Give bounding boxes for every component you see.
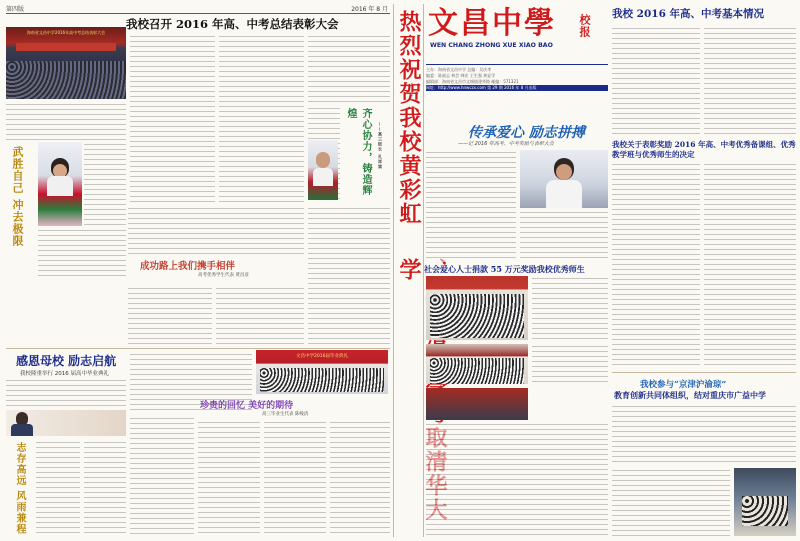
bottom-subtitle: 我校隆重举行 2016 届高中毕业典礼: [20, 371, 109, 377]
masthead-pinyin: WEN CHANG ZHONG XUE XIAO BAO: [430, 42, 553, 49]
vertical-title-box: [341, 106, 387, 202]
mid-heading: 成功路上我们携手相伴: [140, 261, 236, 272]
masthead: [426, 6, 608, 68]
graduation-banner: 文昌中学2016届毕业典礼: [296, 354, 348, 359]
trip-title-2: 教育创新共同体组织，结对重庆市广益中学: [614, 390, 766, 400]
award-banner-heading: 传承爱心 励志拼搏: [468, 125, 585, 141]
conference-photo: [6, 27, 126, 99]
graduation-group-photo: [256, 350, 388, 394]
trip-title-1: 我校参与“京津沪渝琼”: [640, 380, 727, 390]
graduation-speaker-photo: [6, 410, 126, 436]
masthead-info: [426, 64, 608, 104]
main-headline: 我校召开 2016 年高、中考总结表彰大会: [126, 17, 339, 31]
stats-text-col-1: [612, 26, 700, 136]
mid-byline: 高考优秀学生代表 黄昌彦: [198, 273, 249, 278]
awards-list-2: [704, 162, 796, 368]
masthead-info-1: 主办：海南省文昌中学 总编：吴庆孝: [426, 67, 492, 72]
teacher-speaker-photo: [308, 140, 338, 200]
masthead-name: 文昌中學: [428, 6, 556, 41]
donation-group-photo: [426, 276, 528, 340]
issue-date: 2016 年 8 月: [351, 6, 388, 13]
graduation-title: 珍贵的回忆 美好的期待: [200, 401, 294, 411]
ceremony-stage-photo: [426, 388, 528, 420]
calligraphy-left: 武胜自己 冲去极限: [11, 146, 24, 247]
page-number: 第四版: [6, 6, 25, 13]
stats-text-col-2: [704, 26, 796, 136]
students-group-photo: [426, 344, 528, 384]
masthead-suffix: 校报: [578, 14, 591, 38]
center-banner-2: 、 清 学: [396, 258, 448, 354]
masthead-info-3: 编辑部：海南省文昌市文城镇建华路 邮编：571321: [426, 79, 519, 84]
vertical-title: 齐心协力，铸造辉煌: [345, 108, 371, 196]
trip-photo: [734, 468, 796, 536]
awards-title: 我校关于表彰奖励 2016 年高、中考优秀备课组、优秀教学班与优秀师生的决定: [612, 140, 796, 159]
stats-title: 我校 2016 年高、中考基本情况: [612, 8, 765, 20]
left-page-header: [6, 4, 390, 14]
bottom-title: 感恩母校 励志启航: [16, 354, 117, 368]
conference-banner: 海南省文昌中学2016年高中考总结表彰大会: [26, 30, 106, 35]
graduation-byline: 高三毕业生代表 陈峻清: [262, 412, 309, 417]
principal-speaker-photo: [520, 150, 608, 208]
awards-list-1: [612, 162, 700, 368]
award-banner-sub: ——记 2016 年高考、中考奖励与表彰大会: [458, 141, 554, 147]
mid-section-box: [128, 258, 304, 284]
student-speaker-photo: [38, 142, 82, 226]
masthead-info-4: 网址：http://www.hnwczx.com 第 29 期 2016 年 8 月出版: [426, 85, 608, 91]
donation-title: 社会爱心人士捐款 55 万元奖励我校优秀师生: [424, 264, 585, 274]
masthead-info-2: 编委：陈福志 林芸 韩宏 王生强 黄显学: [426, 73, 496, 78]
calligraphy-bottom: 志存高远 风雨兼程: [14, 442, 25, 535]
center-banner-1: 热烈祝贺我校黄彩虹: [396, 10, 422, 226]
headline-article-text: [130, 34, 215, 204]
vertical-title-byline: ——高三级长 孔祥斌: [378, 122, 383, 170]
left-column-text: [6, 102, 126, 142]
